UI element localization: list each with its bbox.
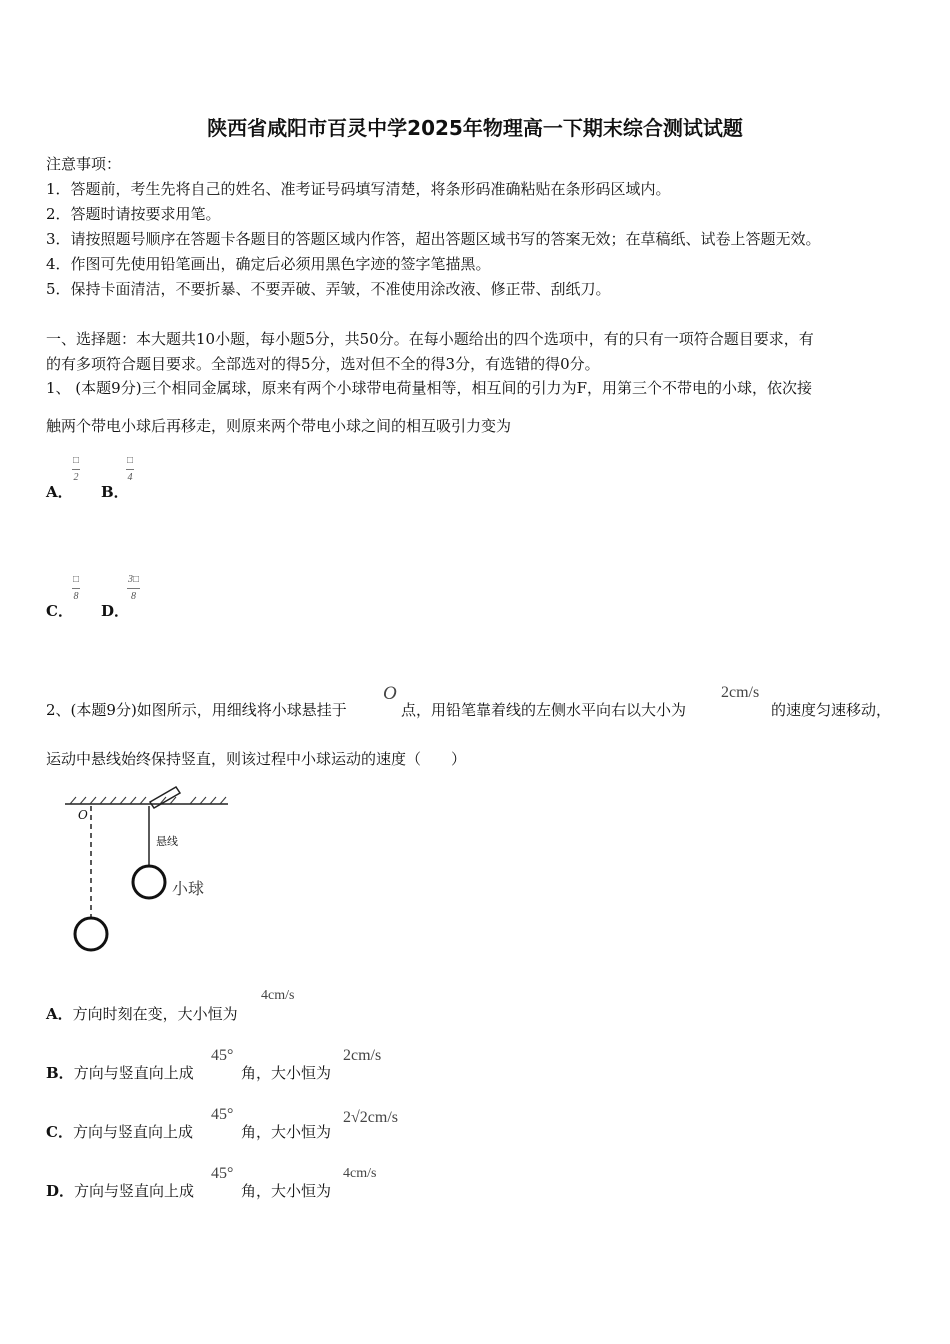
q2-option-a-value: 4cm/s	[261, 988, 295, 1003]
q2-point-o: O	[383, 683, 397, 704]
notice-heading: 注意事项：	[46, 155, 122, 173]
section-intro-line-1: 一、选择题：本大题共10小题，每小题5分，共50分。在每小题给出的四个选项中，有的只有一项符合题目要求，有	[46, 330, 814, 348]
q1-option-a-label: A．	[46, 483, 73, 501]
figure-string-label: 悬线	[156, 835, 178, 848]
initial-ball	[75, 918, 107, 950]
q2-option-d: D．方向与竖直向上成	[46, 1182, 195, 1200]
figure-o-label: O	[78, 808, 88, 822]
q1-option-b-fraction: □ 4	[127, 455, 134, 483]
ball	[133, 866, 165, 898]
q2-option-a: A．方向时刻在变，大小恒为	[46, 1005, 238, 1023]
q2-text-part-3: 的速度匀速移动，	[771, 701, 892, 719]
page-title: 陕西省咸阳市百灵中学2025年物理高一下期末综合测试试题	[207, 116, 743, 140]
q2-option-d-angle: 45°	[211, 1165, 234, 1182]
q2-option-c-text-2: 角，大小恒为	[241, 1123, 332, 1141]
q1-option-c-fraction: □ 8	[73, 574, 80, 602]
q2-text-part-1: 2、(本题9分)如图所示，用细线将小球悬挂于	[46, 701, 347, 719]
section-intro-line-2: 的有多项符合题目要求。全部选对的得5分，选对但不全的得3分，有选错的得0分。	[46, 355, 600, 373]
q2-option-c-value: 2√2cm/s	[343, 1109, 398, 1126]
q2-figure	[60, 784, 235, 954]
notice-item-1: 1．答题前，考生先将自己的姓名、准考证号码填写清楚，将条形码准确粘贴在条形码区域内。	[46, 180, 671, 198]
q1-line-1: 1、 (本题9分)三个相同金属球，原来有两个小球带电荷量相等，相互间的引力为F，用第三个不带电的小球，依次接	[46, 379, 812, 397]
notice-item-2: 2．答题时请按要求用笔。	[46, 205, 221, 223]
q2-option-b-angle: 45°	[211, 1047, 234, 1064]
q2-option-d-text-2: 角，大小恒为	[241, 1182, 332, 1200]
q2-text-part-2: 点，用铅笔靠着线的左侧水平向右以大小为	[401, 701, 687, 719]
q2-option-b: B．方向与竖直向上成	[46, 1064, 194, 1082]
q2-option-b-text-2: 角，大小恒为	[241, 1064, 332, 1082]
q1-option-c-label: C．	[46, 602, 73, 620]
q1-option-d-fraction: $\frac{3□}{8}$	[128, 574, 140, 602]
notice-item-5: 5．保持卡面清洁，不要折暴、不要弄破、弄皱，不准使用涂改液、修正带、刮纸刀。	[46, 280, 611, 298]
q2-option-c: C．方向与竖直向上成	[46, 1123, 193, 1141]
q2-option-b-value: 2cm/s	[343, 1047, 382, 1064]
q2-line-2: 运动中悬线始终保持竖直，则该过程中小球运动的速度（ ）	[46, 750, 467, 768]
notice-item-4: 4．作图可先使用铅笔画出，确定后必须用黑色字迹的签字笔描黑。	[46, 255, 491, 273]
notice-item-3: 3．请按照题号顺序在答题卡各题目的答题区域内作答，超出答题区域书写的答案无效；在草稿纸、试卷上答题无效。	[46, 230, 821, 248]
ceiling-hatching	[70, 797, 226, 804]
q2-speed: 2cm/s	[721, 684, 760, 701]
q1-line-2: 触两个带电小球后再移走，则原来两个带电小球之间的相互吸引力变为	[46, 417, 512, 435]
figure-ball-label: 小球	[172, 879, 205, 898]
q1-option-b-label: B．	[101, 483, 129, 501]
q1-option-d-label: D．	[101, 602, 130, 620]
q2-option-d-value: 4cm/s	[343, 1166, 377, 1181]
q2-option-c-angle: 45°	[211, 1106, 234, 1123]
q1-option-a-fraction: □ 2	[73, 455, 80, 483]
